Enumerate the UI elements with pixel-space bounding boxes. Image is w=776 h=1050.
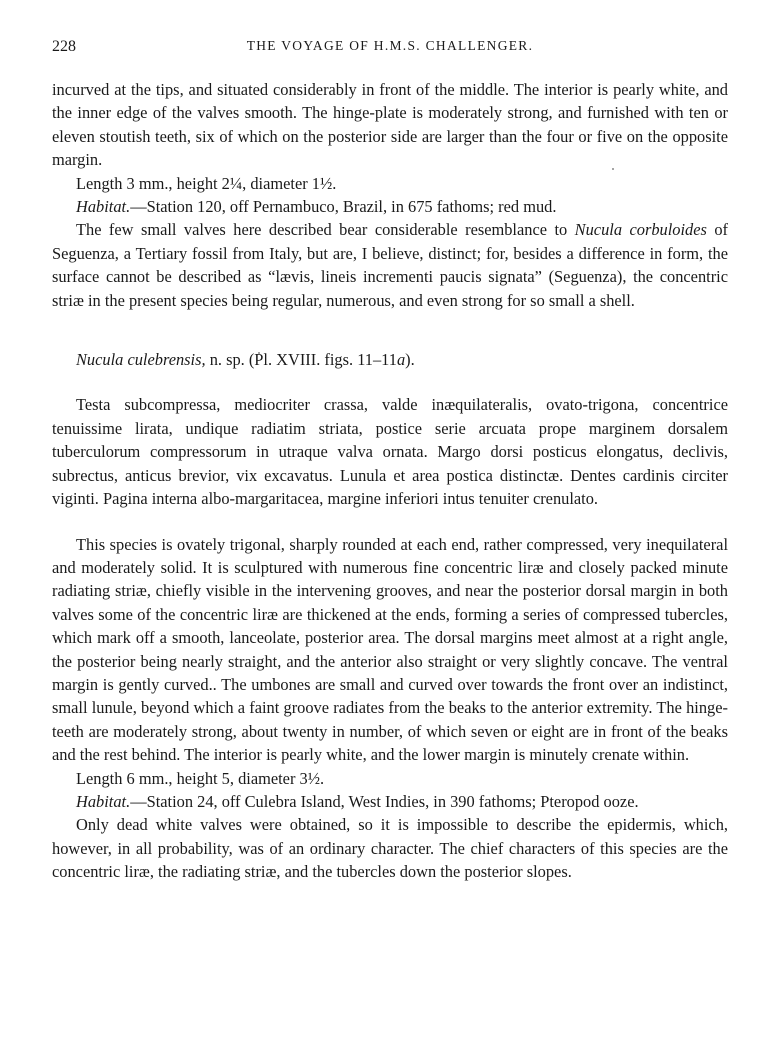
habitat-text: —Station 24, off Culebra Island, West Indies, in 390 fathoms; Pteropod ooze. (130, 791, 639, 811)
measurements: Length 3 mm., height 2¼, diameter 1½. (76, 173, 337, 193)
latin-diagnosis: Testa subcompressa, mediocriter crassa, valde inæquilateralis, ovato-trigona, concentrice tenuissime lirata, undique radiatim striata, postice serie arcuata prope marginem dorsalem tuberculorum compressorum in utraque valva ornata. Margo dorsi posticus elongatus, declivis, subrectus, anticus brevior, vix excavatus. Lunula et area postica distinctæ. Dentes cardinis circiter viginti. Pagina interna albo-margaritacea, margine inferiori intus tenuiter crenulato. (52, 395, 728, 509)
habitat-label: Habitat. (76, 791, 131, 811)
page-header (52, 38, 728, 64)
species-figure-letter: a (396, 350, 406, 370)
page (52, 38, 728, 884)
species-name: Nucula culebrensis, (76, 350, 206, 370)
species-reference-close: ). (405, 350, 415, 370)
comparison-paragraph (52, 218, 728, 312)
species-heading (52, 348, 728, 371)
comparison-species: Nucula corbuloides (574, 220, 707, 240)
habitat-text: —Station 120, off Pernambuco, Brazil, in 675 fathoms; red mud. (130, 197, 557, 217)
measurements: Length 6 mm., height 5, diameter 3½. (76, 768, 325, 788)
habitat-line (52, 790, 728, 813)
running-title: THE VOYAGE OF H.M.S. CHALLENGER. (246, 38, 534, 53)
page-number: 228 (52, 38, 76, 55)
species-reference: n. sp. (Pl. XVIII. figs. 11–11 (205, 350, 397, 370)
habitat-line (52, 195, 728, 218)
paragraph-continued: incurved at the tips, and situated considerably in front of the middle. The interior is pearly white, and the inner edge of the valves smooth. The hinge-plate is moderately strong, and furnished with ten or eleven stoutish teeth, six of which on the posterior side are larger than the four or five on the opposite margin. (52, 80, 728, 170)
species-description: This species is ovately trigonal, sharply rounded at each end, rather compressed, very inequilateral and moderately solid. It is sculptured with numerous fine concentric liræ and closely packed minute radiating striæ, chiefly visible in the intervening grooves, and near the posterior dorsal margin in both valves some of the concentric liræ are thickened at the ends, forming a series of compressed tubercles, which mark off a smooth, lanceolate, posterior area. The dorsal margins meet almost at a right angle, the posterior being nearly straight, and the anterior also straight or very slightly concave. The ventral margin is gently curved.. The umbones are small and curved over towards the front over an indistinct, small lunule, beyond which a faint groove radiates from the beaks to the anterior extremity. The hinge-teeth are moderately strong, about twenty in number, of which seven or eight are in front of the beaks and the rest behind. The interior is pearly white, and the lower margin is minutely crenate within. (52, 534, 728, 765)
habitat-label: Habitat. (76, 197, 131, 217)
comparison-text-a: The few small valves here described bear considerable resemblance to (76, 220, 575, 240)
comparison-text-b: of Seguenza, a Tertiary fossil from Italy, but are, I believe, distinct; for, besides a difference in form, the surface cannot be described as “lævis, lineis incrementi paucis signata” (Seguenza), the concentric striæ in the present species being regular, numerous, and even strong for so small a shell. (52, 220, 728, 310)
closing-paragraph: Only dead white valves were obtained, so it is impossible to describe the epidermis, which, however, in all probability, was of an ordinary character. The chief characters of this species are the concentric liræ, the radiating striæ, and the tubercles down the posterior slopes. (52, 815, 728, 882)
